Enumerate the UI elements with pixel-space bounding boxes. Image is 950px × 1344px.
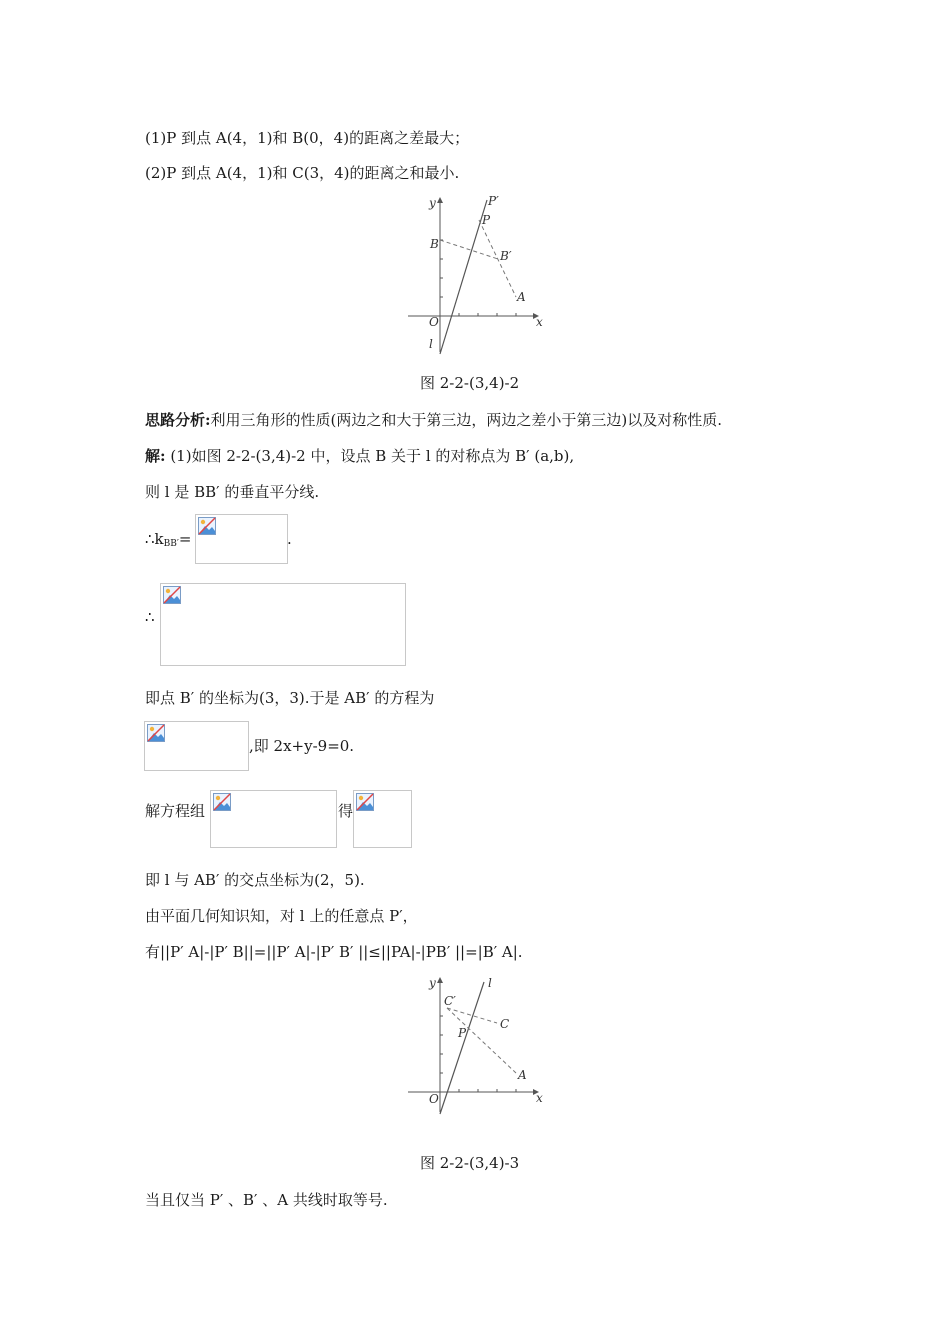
equality-line: 当且仅当 P′ 、B′ 、A 共线时取等号. (145, 1191, 388, 1209)
perpendicular-line: 则 l 是 BB′ 的垂直平分线. (145, 483, 320, 501)
figure-2-2-3-4-2 (400, 192, 550, 357)
figure-2-2-3-4-3 (400, 972, 550, 1117)
label-a: A (517, 290, 526, 304)
question-2: (2)P 到点 A(4，1)和 C(3，4)的距离之和最小. (145, 164, 460, 182)
broken-image-result (353, 790, 412, 848)
label-c: C (500, 1017, 510, 1031)
analysis-text: 利用三角形的性质(两边之和大于第三边，两边之差小于第三边)以及对称性质. (210, 411, 723, 429)
broken-image-system (210, 790, 337, 848)
label-o: O (429, 1092, 439, 1106)
label-p-prime: P′ (488, 194, 499, 208)
label-l: l (429, 337, 433, 351)
coordinate-b-prime: 即点 B′ 的坐标为(3，3).于是 AB′ 的方程为 (145, 689, 435, 707)
analysis-label: 思路分析: (145, 411, 211, 429)
label-l: l (488, 976, 492, 990)
broken-image-formula-2 (160, 583, 406, 666)
label-b: B (430, 237, 439, 251)
label-o: O (429, 315, 439, 329)
intersection-line: 即 l 与 AB′ 的交点坐标为(2，5). (145, 871, 365, 889)
broken-image-icon (163, 586, 181, 604)
geometry-line: 由平面几何知识知，对 l 上的任意点 P′， (145, 907, 418, 925)
label-y: y (429, 196, 436, 210)
broken-image-icon (147, 724, 165, 742)
broken-image-icon (213, 793, 231, 811)
figure-2-caption: 图 2-2-(3,4)-2 (420, 374, 520, 392)
solve-mid: 得 (338, 802, 354, 820)
axes (408, 198, 538, 352)
label-y: y (429, 976, 436, 990)
inequality-line: 有||P′ A|-|P′ B||=||P′ A|-|P′ B′ ||≤||PA|-|PB′ ||=|B′ A|. (145, 943, 523, 961)
label-a: A (518, 1068, 527, 1082)
analysis-line (145, 410, 722, 430)
broken-image-icon (356, 793, 374, 811)
broken-image-icon (198, 517, 216, 535)
therefore-k: $\therefore k_{BB'}=$ (145, 530, 192, 549)
period-1: . (287, 530, 292, 548)
label-b-prime: B′ (500, 249, 512, 263)
question-1: (1)P 到点 A(4，1)和 B(0，4)的距离之差最大； (145, 129, 470, 147)
axes (408, 978, 538, 1112)
solution-line (145, 446, 574, 466)
label-p: P (458, 1026, 467, 1040)
solution-label: 解: (145, 447, 166, 465)
broken-image-formula-1 (195, 514, 288, 564)
figure-3-caption: 图 2-2-(3,4)-3 (420, 1154, 520, 1172)
equation-line: ,即 2x+y-9=0. (249, 737, 355, 755)
broken-image-formula-3 (144, 721, 249, 771)
label-p: P (482, 213, 491, 227)
label-x: x (536, 1091, 543, 1105)
solution-text: (1)如图 2-2-(3,4)-2 中，设点 B 关于 l 的对称点为 B′ (a,b), (165, 447, 575, 465)
therefore-2: ∴ (145, 608, 155, 626)
label-x: x (536, 315, 543, 329)
solve-prefix: 解方程组 (145, 802, 206, 820)
label-c-prime: C′ (444, 994, 456, 1008)
